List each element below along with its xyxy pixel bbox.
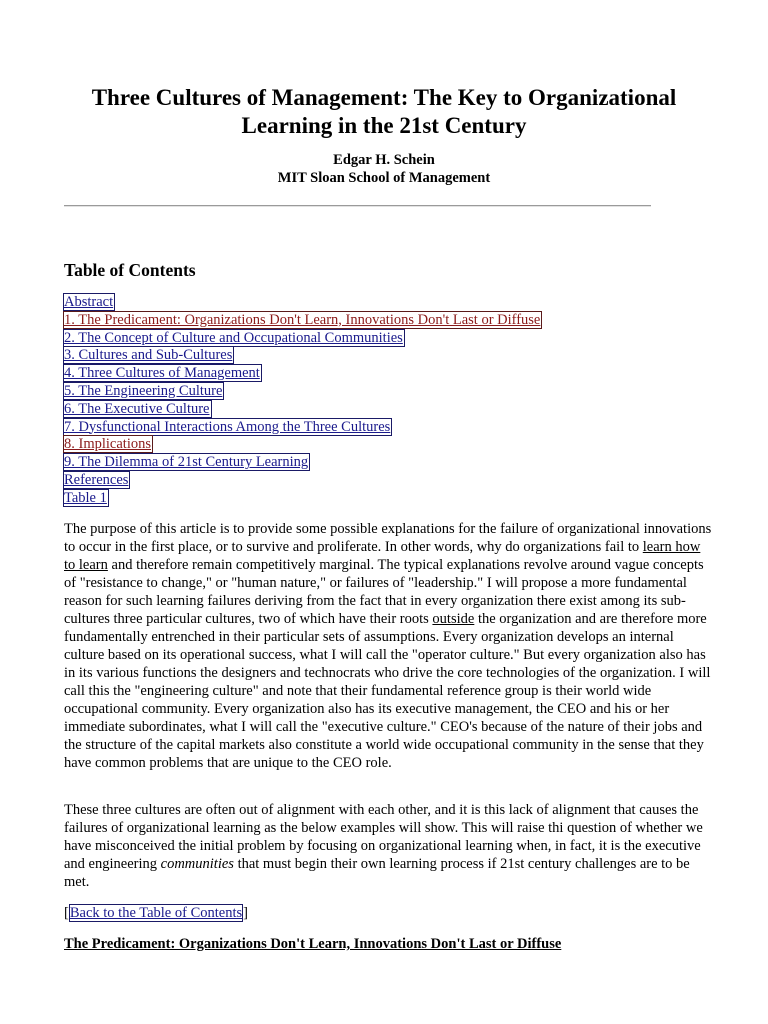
toc-link[interactable]: 7. Dysfunctional Interactions Among the Three Cultures [64, 418, 391, 435]
underlined-phrase: learn how to learn [64, 539, 701, 573]
text-run: that must begin their own learning process if 21st century challenges are to be met. [64, 856, 690, 890]
toc-link[interactable]: 4. Three Cultures of Management [64, 365, 260, 382]
document-title [64, 84, 704, 140]
toc-link[interactable]: 2. The Concept of Culture and Occupational Communities [64, 329, 403, 346]
toc-item [63, 347, 542, 365]
author-block [64, 151, 704, 187]
toc-item [63, 312, 542, 330]
toc-link[interactable]: 1. The Predicament: Organizations Don't Learn, Innovations Don't Last or Diffuse [64, 311, 541, 328]
bracket-open: [ [64, 905, 69, 921]
toc-link[interactable]: References [64, 471, 129, 488]
author-affiliation: MIT Sloan School of Management [277, 170, 491, 186]
toc-link[interactable]: 9. The Dilemma of 21st Century Learning [64, 454, 309, 471]
toc-link[interactable]: 8. Implications [64, 436, 151, 453]
text-run: These three cultures are often out of alignment with each other, and it is this lack of alignment that causes the failures of organizational learning as the below examples will show. This will raise thi question of whether we have misconceived the initial problem by focusing on organizational learning when, in fact, it is the executive and engineering [64, 802, 703, 872]
toc-link[interactable]: Abstract [64, 294, 114, 310]
toc-link[interactable]: Table 1 [64, 489, 107, 506]
toc-item [63, 294, 542, 312]
toc-item [63, 472, 542, 490]
table-of-contents [63, 294, 542, 508]
toc-item [63, 454, 542, 472]
title-line-1: Three Cultures of Management: The Key to Organizational [91, 85, 677, 110]
section-heading: The Predicament: Organizations Don't Learn, Innovations Don't Last or Diffuse [64, 936, 562, 952]
toc-item [63, 490, 542, 508]
underlined-phrase: outside [432, 611, 475, 627]
author-name: Edgar H. Schein [333, 152, 435, 168]
abstract-paragraph-1 [64, 520, 714, 772]
horizontal-rule [64, 205, 651, 207]
toc-link[interactable]: 6. The Executive Culture [64, 400, 210, 417]
toc-heading: Table of Contents [64, 260, 196, 280]
toc-item [63, 383, 542, 401]
title-line-2: Learning in the 21st Century [241, 113, 527, 138]
toc-item [63, 436, 542, 454]
abstract-paragraph-2 [64, 801, 714, 891]
toc-item [63, 330, 542, 348]
bracket-close: ] [243, 905, 248, 921]
toc-item [63, 419, 542, 437]
emphasized-phrase: communities [160, 856, 234, 872]
text-run: the organization and are therefore more fundamentally entrenched in their particular sets of assumptions. Every organization develops an internal culture based on its operational success, what I will call the "operator culture." But every organization also has in its various functions the designers and technocrats who drive the core technologies of the organization. I will call this the "engineering culture" and note that their fundamental reference group is their world wide occupational community. Every organization also has its executive management, the CEO and his or her immediate subordinates, what I will call the "executive culture." CEO's because of the nature of their jobs and the structure of the capital markets also constitute a world wide occupational community in the sense that they have common problems that are unique to the CEO role. [64, 611, 711, 771]
text-run: and therefore remain competitively marginal. The typical explanations revolve around vague concepts of "resistance to change," or "human nature," or failures of "leadership." I will propose a more fundamental reason for such learning failures deriving from the fact that in every organization there exist among its sub-cultures three particular cultures, two of which have their roots [64, 557, 704, 627]
toc-item [63, 401, 542, 419]
back-to-toc [64, 904, 248, 922]
back-to-toc-link[interactable]: Back to the Table of Contents [69, 905, 243, 921]
toc-link[interactable]: 3. Cultures and Sub-Cultures [64, 347, 233, 364]
toc-item [63, 365, 542, 383]
toc-link[interactable]: 5. The Engineering Culture [64, 382, 223, 399]
text-run: The purpose of this article is to provide some possible explanations for the failure of organizational innovations to occur in the first place, or to survive and proliferate. In other words, why do organizations fail to [64, 521, 712, 555]
